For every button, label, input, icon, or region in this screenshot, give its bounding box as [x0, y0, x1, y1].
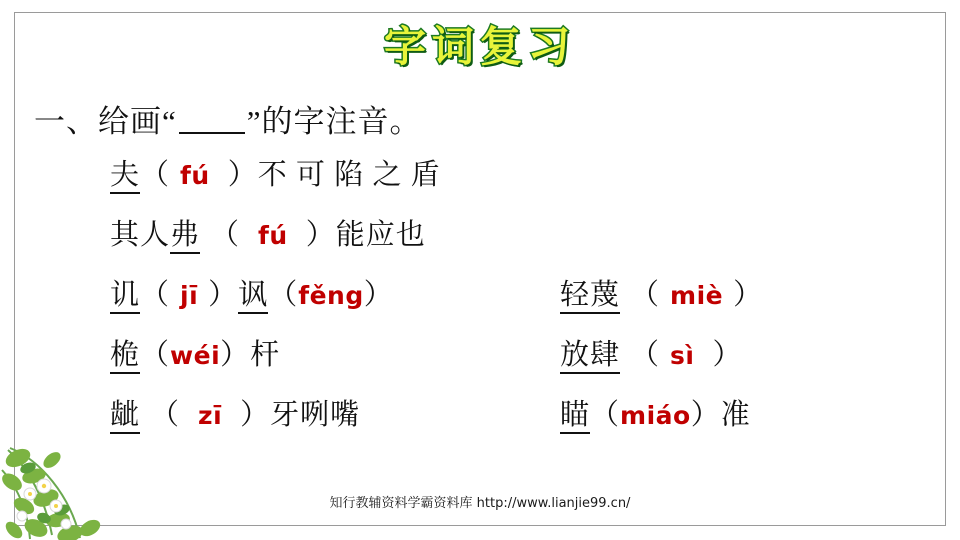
- paren-open: （: [140, 159, 171, 191]
- pinyin-answer-2: fěng: [298, 281, 364, 310]
- paren-open: （: [630, 279, 661, 311]
- pinyin-answer: miè: [670, 281, 724, 310]
- target-character-2: 讽: [238, 279, 268, 314]
- paren-close: ）: [305, 219, 336, 251]
- paren-close: ）: [733, 279, 764, 311]
- sentence-tail: 能应也: [335, 219, 426, 251]
- sentence-tail: 杆: [250, 339, 281, 371]
- paren-open: （: [140, 279, 171, 311]
- list-item: [110, 332, 910, 392]
- paren-close: ）: [208, 279, 239, 311]
- pinyin-answer: jī: [180, 281, 199, 310]
- item-right-column: [560, 272, 763, 313]
- target-character: 夫: [110, 159, 140, 194]
- list-item: [110, 212, 910, 272]
- page-title: 字词复习: [383, 22, 576, 71]
- target-character: 讥: [110, 279, 140, 314]
- paren-open: （: [140, 339, 171, 371]
- target-character: 瞄: [560, 399, 590, 434]
- sentence-tail: 牙咧嘴: [270, 399, 361, 431]
- list-item: [110, 272, 910, 332]
- target-word: 轻蔑: [560, 279, 620, 314]
- pinyin-answer: wéi: [170, 341, 221, 370]
- list-item: [110, 152, 910, 212]
- paren-close-2: ）: [363, 279, 394, 311]
- item-left-column: [110, 392, 360, 433]
- paren-open: （: [150, 399, 181, 431]
- paren-close: ）: [220, 339, 251, 371]
- item-left-column: [110, 152, 441, 193]
- target-character: 桅: [110, 339, 140, 374]
- paren-close: ）: [227, 159, 258, 191]
- pinyin-answer: sì: [670, 341, 695, 370]
- blank-underline: [179, 132, 245, 134]
- item-left-column: [110, 212, 426, 253]
- sentence-prefix: 其人: [110, 219, 171, 251]
- paren-close: ）: [690, 399, 721, 431]
- target-character: 弗: [170, 219, 200, 254]
- sentence-tail: 不 可 陷 之 盾: [257, 159, 441, 191]
- target-character: 龇: [110, 399, 140, 434]
- list-item: [110, 392, 910, 452]
- pinyin-answer: miáo: [620, 401, 691, 430]
- paren-close: ）: [712, 339, 743, 371]
- sentence-tail: 准: [720, 399, 751, 431]
- paren-open: （: [590, 399, 621, 431]
- heading-text-before: 一、给画“: [34, 104, 177, 139]
- pinyin-answer: zī: [198, 401, 223, 430]
- target-word: 放肆: [560, 339, 620, 374]
- paren-open: （: [210, 219, 241, 251]
- source-credit: 知行教辅资料学霸资料库 http://www.lianjie99.cn/: [329, 496, 631, 511]
- exercise-heading: [34, 96, 422, 141]
- pinyin-answer: fú: [180, 161, 210, 190]
- pinyin-answer: fú: [258, 221, 288, 250]
- item-right-column: [560, 332, 743, 373]
- item-left-column: [110, 272, 394, 313]
- heading-text-after: ”的字注音。: [246, 104, 422, 139]
- paren-close: ）: [240, 399, 271, 431]
- exercise-list: [110, 152, 910, 452]
- paren-open-2: （: [268, 279, 299, 311]
- item-right-column: [560, 392, 751, 433]
- item-left-column: [110, 332, 280, 373]
- paren-open: （: [630, 339, 661, 371]
